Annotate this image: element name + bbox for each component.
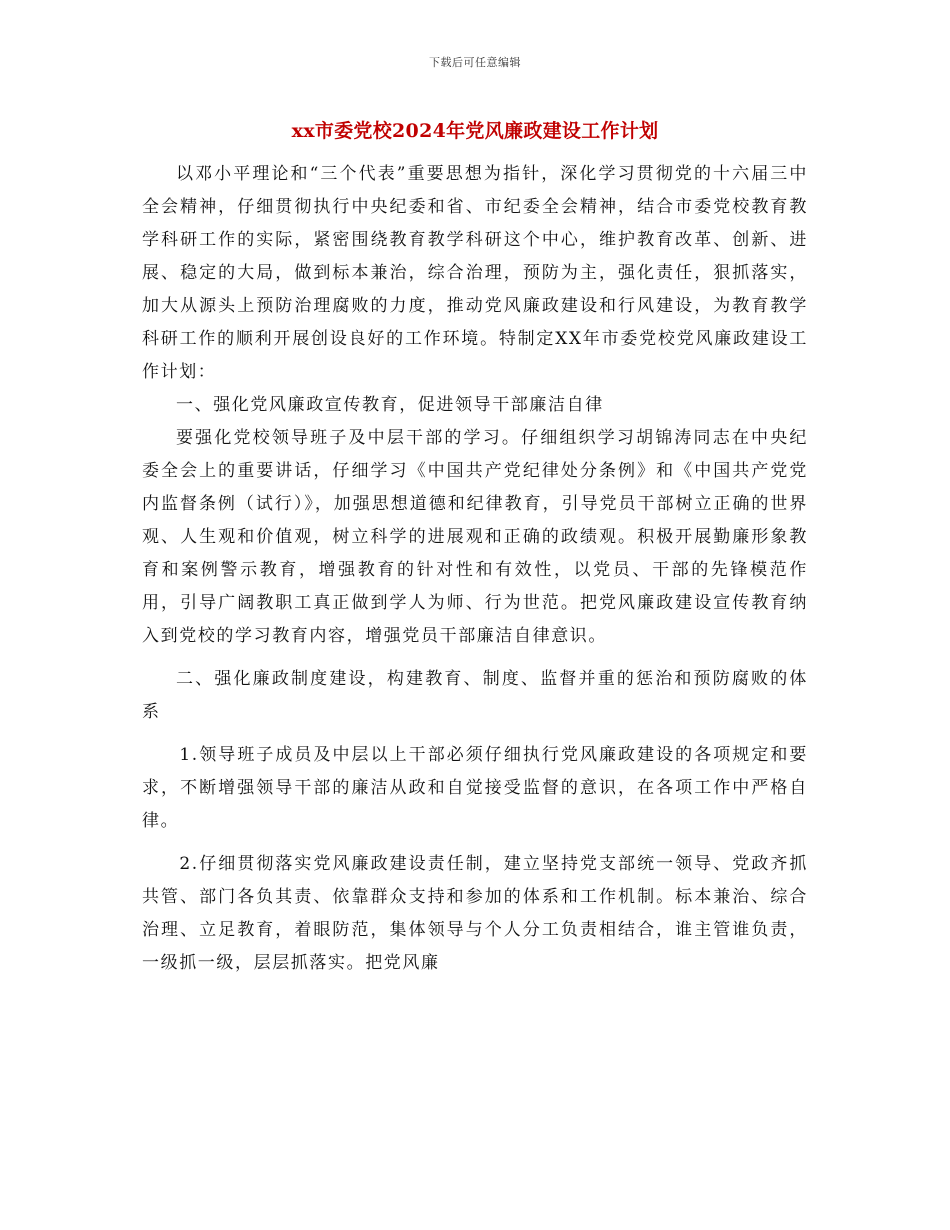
- document-title: xx市委党校2024年党风廉政建设工作计划: [291, 120, 659, 142]
- section-1-paragraph: 要强化党校领导班子及中层干部的学习。仔细组织学习胡锦涛同志在中央纪委全会上的重要讲话，仔细学习《中国共产党纪律处分条例》和《中国共产党党内监督条例（试行）》，加强思想道德和纪律教育，引导党员干部树立正确的世界观、人生观和价值观，树立科学的进展观和正确的政绩观。积极开展勤廉形象教育和案例警示教育，增强教育的针对性和有效性，以党员、干部的先锋模范作用，引导广阔教职工真正做到学人为师、行为世范。把党风廉政建设宣传教育纳入到党校的学习教育内容，增强党员干部廉洁自律意识。: [142, 428, 808, 646]
- intro-paragraph: 以邓小平理论和“三个代表”重要思想为指针，深化学习贯彻党的十六届三中全会精神，仔细贯彻执行中央纪委和省、市纪委全会精神，结合市委党校教育教学科研工作的实际，紧密围绕教育教学科研这个中心，维护教育改革、创新、进展、稳定的大局，做到标本兼治，综合治理，预防为主，强化责任，狠抓落实，加大从源头上预防治理腐败的力度，推动党风廉政建设和行风建设，为教育教学科研工作的顺利开展创设良好的工作环境。特制定XX年市委党校党风廉政建设工作计划：: [142, 164, 808, 382]
- item-2-paragraph: 2.仔细贯彻落实党风廉政建设责任制，建立坚持党支部统一领导、党政齐抓共管、部门各负其责、依靠群众支持和参加的体系和工作机制。标本兼治、综合治理、立足教育，着眼防范，集体领导与个人分工负责相结合，谁主管谁负责，一级抓一级，层层抓落实。把党风廉: [142, 854, 808, 973]
- section-heading-2: 二、强化廉政制度建设，构建教育、制度、监督并重的惩治和预防腐败的体系: [142, 669, 808, 722]
- section-heading-1: 一、强化党风廉政宣传教育，促进领导干部廉洁自律: [176, 395, 604, 415]
- header-note: 下载后可任意编辑: [429, 56, 521, 69]
- item-1-paragraph: 1.领导班子成员及中层以上干部必须仔细执行党风廉政建设的各项规定和要求，不断增强领导干部的廉洁从政和自觉接受监督的意识，在各项工作中严格自律。: [142, 745, 808, 831]
- document-body: [142, 158, 808, 980]
